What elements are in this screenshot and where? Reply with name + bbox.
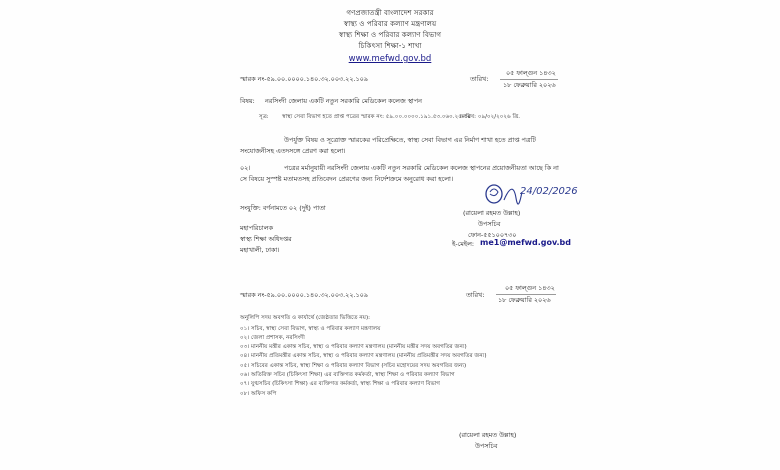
recipient-office: স্বাস্থ্য শিক্ষা অধিদপ্তর <box>240 235 292 243</box>
paragraph-2-line-1: পত্রের মর্মানুযায়ী নরসিংদী জেলায় একটি নতুন সরকারি মেডিকেল কলেজ স্থাপনের প্রয়োজনীয়তা আছে কি না <box>284 164 559 172</box>
memo-date-label: তারিখ: <box>470 75 489 83</box>
memo-date-bangla-copy: ০৫ ফাল্গুন ১৪৩২ <box>505 284 555 292</box>
header-division: স্বাস্থ্য শিক্ষা ও পরিবার কল্যাণ বিভাগ <box>338 30 442 39</box>
date-divider <box>500 79 558 80</box>
subject-text: নরসিংদী জেলায় একটি নতুন সরকারি মেডিকেল কলেজ স্থাপন <box>265 97 422 105</box>
copy-list-item: ০৭। যুগ্মসচিব (চিকিৎসা শিক্ষা) এর ব্যক্তিগত কর্মকর্তা, স্বাস্থ্য শিক্ষা ও পরিবার কল্যাণ বিভাগ <box>240 381 440 387</box>
reference-text: স্বাস্থ্য সেবা বিভাগ হতে প্রাপ্ত পত্রের স্মারক নং: ৫৯.০০.০০০০.১৯১.৫৩.০৬০.২৫-৩৪ <box>282 114 472 120</box>
signatory-email[interactable]: me1@mefwd.gov.bd <box>480 238 572 247</box>
signatory-designation-copy: উপসচিব <box>475 442 498 450</box>
memo-date-english: ১৮ ফেব্রুয়ারি ২০২৬ <box>503 81 556 89</box>
copy-list-title: অনুলিপি সদয় অবগতি ও কার্যার্থে (জেষ্ঠতার ভিত্তিতে নয়): <box>240 315 371 321</box>
copy-list-item: ০৮। অফিস কপি <box>240 391 277 397</box>
signatory-phone: ফোন-৫৫১০০৭৩০ <box>468 231 517 239</box>
header-ministry: স্বাস্থ্য ও পরিবার কল্যাণ মন্ত্রণালয় <box>343 19 437 28</box>
memo-date-bangla: ০৫ ফাল্গুন ১৪৩২ <box>506 69 556 77</box>
signatory-name-copy: (রায়েলা রহমত উল্লাহ) <box>459 431 517 439</box>
copy-list-item: ০১। সচিব, স্বাস্থ্য সেবা বিভাগ, স্বাস্থ্য ও পরিবার কল্যাণ মন্ত্রণালয় <box>240 326 381 332</box>
reference-label: সূত্র: <box>259 114 269 120</box>
copy-list-item: ০৩। মাননীয় মন্ত্রীর একান্ত সচিব, স্বাস্থ্য ও পরিবার কল্যাণ মন্ত্রণালয় (মাননীয় মন্ত্রীর সদয় অবগতির জন্য) <box>240 344 467 350</box>
copy-list-item: ০৫। সচিবের একান্ত সচিব, স্বাস্থ্য শিক্ষা ও পরিবার কল্যাণ বিভাগ (সচিব মহোদয়ের সদয় অবগতির জন্য) <box>240 363 467 369</box>
memo-date-english-copy: ১৮ ফেব্রুয়ারি ২০২৬ <box>498 296 551 304</box>
signatory-name: (রায়েলা রহমত উল্লাহ) <box>463 209 521 217</box>
header-website-link[interactable]: www.mefwd.gov.bd <box>348 54 432 64</box>
paragraph-2-number: ০২। <box>240 164 251 172</box>
subject-label: বিষয়: <box>240 97 255 105</box>
reference-date: তারিখ: ০৯/০২/২০২৬ খ্রি. <box>460 114 521 120</box>
copy-list-item: ০২। জেলা প্রশাসক, নরসিংদী <box>240 335 305 341</box>
paragraph-1-line-1: উপর্যুক্ত বিষয় ও সূত্রোক্ত স্মারকের পরিপ্রেক্ষিতে, স্বাস্থ্য সেবা বিভাগ এর নির্মাণ শাখা হতে প্রাপ্ত পত্রটি <box>284 136 536 144</box>
recipient-location: মহাখালী, ঢাকা। <box>240 246 280 254</box>
date-divider-copy <box>496 294 556 295</box>
signatory-email-label: ই-মেইল: <box>452 240 475 248</box>
paragraph-1-line-2: সংযোজনীসহ এতদসঙ্গে প্রেরণ করা হলো। <box>240 147 346 155</box>
attachment-note: সংযুক্তি: বর্ণনামতে ০২ (দুই) পাতা <box>240 204 326 212</box>
header-section: চিকিৎসা শিক্ষা-১ শাখা <box>358 41 422 50</box>
memo-number-copy: স্মারক নং-৫৯.০০.০০০০.১৪০.৩২.০০৩.২২.১০৯ <box>240 291 368 299</box>
handwritten-signature <box>480 178 590 212</box>
copy-list-item: ০৪। মাননীয় প্রতিমন্ত্রীর একান্ত সচিব, স্বাস্থ্য ও পরিবার কল্যাণ মন্ত্রণালয় (মাননীয় প্রতিমন্ত্রীর সদয় অবগতির জন্য) <box>240 353 487 359</box>
memo-number: স্মারক নং-৫৯.০০.০০০০.১৪০.৩২.০০৩.২২.১০৯ <box>240 75 368 83</box>
paragraph-2-line-2: সে বিষয়ে সুস্পষ্ট মতামতসহ প্রতিবেদন প্রেরণের জন্য নির্দেশক্রমে অনুরোধ করা হলো। <box>240 175 454 183</box>
memo-date-label-copy: তারিখ: <box>466 291 485 299</box>
signatory-designation: উপসচিব <box>478 220 501 228</box>
recipient-title: মহাপরিচালক <box>240 224 273 232</box>
header-government: গণপ্রজাতন্ত্রী বাংলাদেশ সরকার <box>346 8 434 17</box>
svg-text:24/02/2026: 24/02/2026 <box>520 186 578 197</box>
copy-list-item: ০৬। অতিরিক্ত সচিব (চিকিৎসা শিক্ষা) এর ব্যক্তিগত কর্মকর্তা, স্বাস্থ্য শিক্ষা ও পরিবার কল্যাণ বিভাগ <box>240 372 455 378</box>
